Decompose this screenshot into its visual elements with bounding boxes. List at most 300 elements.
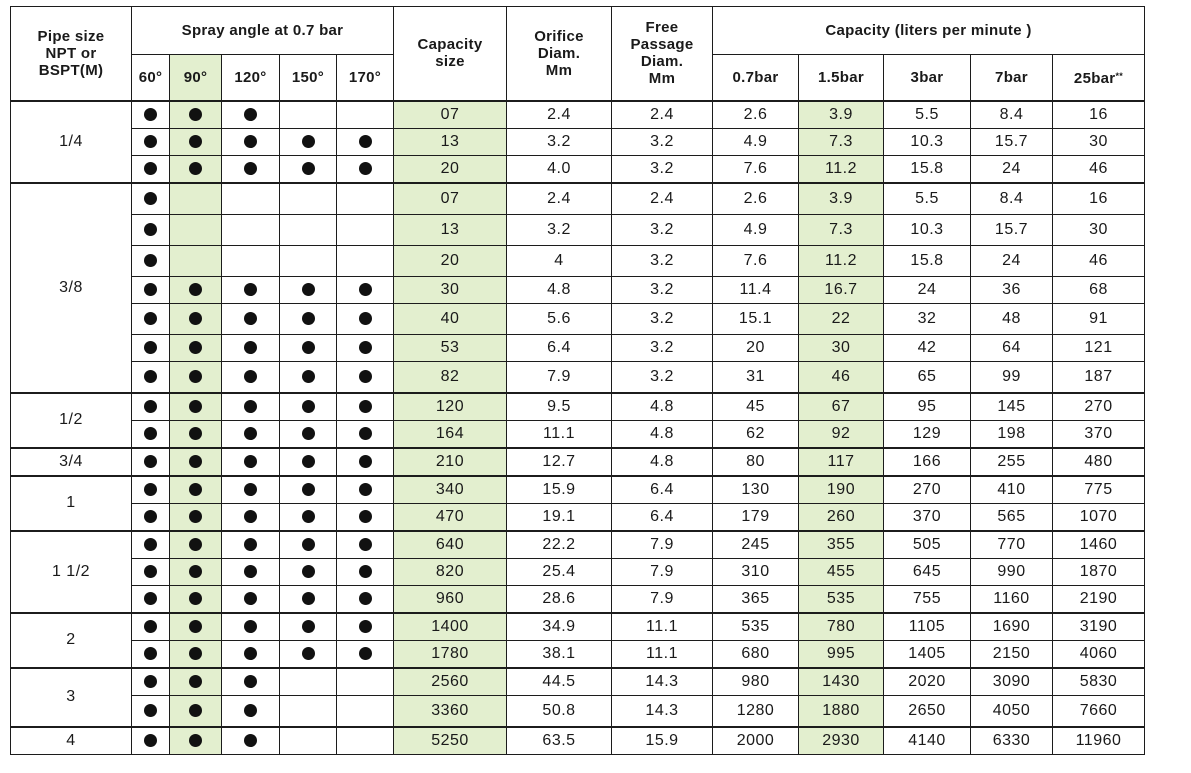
capacity-size-cell: 30 — [394, 276, 507, 303]
orifice-diam-cell: 4.8 — [507, 276, 612, 303]
angle-cell — [280, 155, 337, 183]
availability-dot-icon — [244, 704, 257, 717]
angle-cell — [337, 361, 394, 393]
availability-dot-icon — [359, 162, 372, 175]
capacity-size-cell: 13 — [394, 214, 507, 245]
availability-dot-icon — [244, 108, 257, 121]
orifice-header-line: Orifice — [534, 27, 584, 45]
capacity-size-cell: 120 — [394, 393, 507, 421]
angle-cell — [280, 503, 337, 531]
capacity-flow-cell: 30 — [1053, 214, 1145, 245]
angle-cell — [280, 393, 337, 421]
capacity-size-cell: 960 — [394, 585, 507, 613]
angle-cell — [337, 613, 394, 641]
angle-cell — [337, 276, 394, 303]
angle-cell — [222, 155, 280, 183]
availability-dot-icon — [189, 483, 202, 496]
capacity-flow-cell: 270 — [884, 476, 971, 504]
angle-cell — [170, 128, 222, 155]
free-passage-cell: 14.3 — [612, 668, 713, 696]
capacity-flow-cell: 20 — [713, 334, 799, 361]
angle-cell — [337, 101, 394, 129]
capacity-flow-cell: 455 — [799, 558, 884, 585]
availability-dot-icon — [144, 455, 157, 468]
capacity-flow-cell: 1105 — [884, 613, 971, 641]
availability-dot-icon — [144, 565, 157, 578]
capacity-flow-cell: 4.9 — [713, 128, 799, 155]
angle-cell — [337, 155, 394, 183]
capacity-flow-cell: 1690 — [971, 613, 1053, 641]
capacity-flow-cell: 145 — [971, 393, 1053, 421]
angle-cell — [222, 393, 280, 421]
angle-cell — [222, 476, 280, 504]
orifice-diam-cell: 5.6 — [507, 303, 612, 334]
availability-dot-icon — [189, 108, 202, 121]
availability-dot-icon — [302, 483, 315, 496]
capacity-flow-cell: 45 — [713, 393, 799, 421]
capacity-flow-cell: 130 — [713, 476, 799, 504]
capacity-flow-cell: 645 — [884, 558, 971, 585]
angle-cell — [222, 640, 280, 668]
capacity-size-cell: 470 — [394, 503, 507, 531]
angle-170-header: 170° — [337, 55, 394, 101]
capacity-flow-cell: 680 — [713, 640, 799, 668]
availability-dot-icon — [244, 312, 257, 325]
free-passage-cell: 15.9 — [612, 727, 713, 755]
capacity-flow-cell: 7.6 — [713, 245, 799, 276]
availability-dot-icon — [189, 370, 202, 383]
availability-dot-icon — [189, 400, 202, 413]
pressure-7bar-header: 7bar — [971, 55, 1053, 101]
availability-dot-icon — [144, 647, 157, 660]
capacity-flow-cell: 32 — [884, 303, 971, 334]
angle-cell — [337, 448, 394, 476]
availability-dot-icon — [244, 620, 257, 633]
angle-cell — [337, 183, 394, 215]
orifice-diam-cell: 3.2 — [507, 128, 612, 155]
orifice-diam-cell: 50.8 — [507, 695, 612, 727]
orifice-diam-cell: 63.5 — [507, 727, 612, 755]
capacity-lpm-header: Capacity (liters per minute ) — [713, 7, 1145, 55]
angle-cell — [170, 476, 222, 504]
angle-cell — [280, 613, 337, 641]
free-passage-cell: 3.2 — [612, 276, 713, 303]
capacity-size-cell: 5250 — [394, 727, 507, 755]
free-passage-cell: 11.1 — [612, 640, 713, 668]
availability-dot-icon — [302, 620, 315, 633]
angle-cell — [337, 727, 394, 755]
orifice-diam-cell: 3.2 — [507, 214, 612, 245]
capacity-flow-cell: 775 — [1053, 476, 1145, 504]
angle-cell — [337, 420, 394, 448]
capacity-flow-cell: 1070 — [1053, 503, 1145, 531]
angle-cell — [132, 613, 170, 641]
orifice-header-line: Diam. — [537, 44, 581, 62]
angle-cell — [222, 448, 280, 476]
capacity-flow-cell: 2020 — [884, 668, 971, 696]
angle-cell — [222, 334, 280, 361]
capacity-flow-cell: 22 — [799, 303, 884, 334]
capacity-flow-cell: 370 — [884, 503, 971, 531]
availability-dot-icon — [144, 483, 157, 496]
orifice-diam-cell: 34.9 — [507, 613, 612, 641]
angle-cell — [132, 695, 170, 727]
availability-dot-icon — [144, 192, 157, 205]
angle-cell — [132, 128, 170, 155]
capacity-flow-cell: 780 — [799, 613, 884, 641]
angle-cell — [170, 668, 222, 696]
orifice-header-line: Mm — [545, 61, 573, 79]
availability-dot-icon — [144, 341, 157, 354]
capacity-flow-cell: 2.6 — [713, 183, 799, 215]
capacity-flow-cell: 5830 — [1053, 668, 1145, 696]
availability-dot-icon — [144, 254, 157, 267]
angle-cell — [280, 183, 337, 215]
table-row — [11, 245, 1145, 276]
availability-dot-icon — [244, 427, 257, 440]
capacity-flow-cell: 99 — [971, 361, 1053, 393]
availability-dot-icon — [144, 592, 157, 605]
angle-cell — [280, 420, 337, 448]
capacity-flow-cell: 92 — [799, 420, 884, 448]
availability-dot-icon — [189, 312, 202, 325]
angle-cell — [337, 695, 394, 727]
capacity-flow-cell: 67 — [799, 393, 884, 421]
capacity-size-cell: 640 — [394, 531, 507, 559]
table-row — [11, 668, 1145, 696]
capacity-flow-cell: 30 — [1053, 128, 1145, 155]
angle-cell — [337, 640, 394, 668]
capacity-size-header-line: size — [435, 53, 465, 71]
availability-dot-icon — [302, 312, 315, 325]
free-passage-header-line: Free — [645, 19, 679, 37]
table-row — [11, 613, 1145, 641]
capacity-flow-cell: 15.8 — [884, 245, 971, 276]
capacity-flow-cell: 1870 — [1053, 558, 1145, 585]
availability-dot-icon — [244, 565, 257, 578]
angle-cell — [170, 420, 222, 448]
capacity-flow-cell: 36 — [971, 276, 1053, 303]
availability-dot-icon — [189, 592, 202, 605]
capacity-flow-cell: 62 — [713, 420, 799, 448]
capacity-flow-cell: 535 — [799, 585, 884, 613]
angle-cell — [222, 214, 280, 245]
capacity-flow-cell: 1160 — [971, 585, 1053, 613]
availability-dot-icon — [244, 734, 257, 747]
availability-dot-icon — [144, 675, 157, 688]
capacity-size-cell: 07 — [394, 183, 507, 215]
capacity-flow-cell: 7.3 — [799, 214, 884, 245]
availability-dot-icon — [144, 620, 157, 633]
capacity-size-header-line: Capacity — [417, 36, 483, 54]
availability-dot-icon — [244, 538, 257, 551]
orifice-diam-cell: 19.1 — [507, 503, 612, 531]
pressure-3bar-header: 3bar — [884, 55, 971, 101]
angle-cell — [222, 361, 280, 393]
capacity-flow-cell: 15.1 — [713, 303, 799, 334]
orifice-diam-cell: 7.9 — [507, 361, 612, 393]
angle-cell — [222, 420, 280, 448]
pipe-size-cell: 3/4 — [11, 448, 132, 476]
availability-dot-icon — [189, 283, 202, 296]
availability-dot-icon — [302, 455, 315, 468]
orifice-diam-cell: 12.7 — [507, 448, 612, 476]
angle-cell — [280, 640, 337, 668]
availability-dot-icon — [302, 592, 315, 605]
angle-cell — [337, 668, 394, 696]
availability-dot-icon — [244, 483, 257, 496]
pressure-25bar-header — [1053, 55, 1145, 101]
availability-dot-icon — [244, 162, 257, 175]
free-passage-cell: 14.3 — [612, 695, 713, 727]
capacity-flow-cell: 770 — [971, 531, 1053, 559]
capacity-flow-cell: 410 — [971, 476, 1053, 504]
capacity-flow-cell: 10.3 — [884, 128, 971, 155]
angle-cell — [132, 668, 170, 696]
availability-dot-icon — [144, 734, 157, 747]
availability-dot-icon — [302, 370, 315, 383]
availability-dot-icon — [244, 455, 257, 468]
availability-dot-icon — [189, 162, 202, 175]
capacity-flow-cell: 2930 — [799, 727, 884, 755]
orifice-diam-cell: 44.5 — [507, 668, 612, 696]
angle-cell — [280, 303, 337, 334]
availability-dot-icon — [144, 162, 157, 175]
angle-cell — [222, 503, 280, 531]
table-row — [11, 334, 1145, 361]
capacity-size-cell: 3360 — [394, 695, 507, 727]
pipe-size-cell: 3 — [11, 668, 132, 727]
capacity-flow-cell: 95 — [884, 393, 971, 421]
capacity-flow-cell: 11.4 — [713, 276, 799, 303]
angle-cell — [222, 727, 280, 755]
capacity-flow-cell: 4060 — [1053, 640, 1145, 668]
pipe-size-cell: 3/8 — [11, 183, 132, 393]
capacity-size-cell: 820 — [394, 558, 507, 585]
capacity-flow-cell: 755 — [884, 585, 971, 613]
capacity-flow-cell: 310 — [713, 558, 799, 585]
angle-cell — [132, 640, 170, 668]
angle-cell — [170, 214, 222, 245]
pressure-note-mark: ** — [1115, 70, 1124, 81]
availability-dot-icon — [144, 370, 157, 383]
pipe-size-cell: 1/4 — [11, 101, 132, 183]
free-passage-header — [612, 7, 713, 101]
angle-cell — [132, 585, 170, 613]
free-passage-cell: 2.4 — [612, 183, 713, 215]
angle-cell — [132, 361, 170, 393]
availability-dot-icon — [359, 400, 372, 413]
angle-cell — [132, 155, 170, 183]
availability-dot-icon — [359, 565, 372, 578]
capacity-flow-cell: 3190 — [1053, 613, 1145, 641]
availability-dot-icon — [359, 510, 372, 523]
table-row — [11, 183, 1145, 215]
angle-cell — [222, 245, 280, 276]
capacity-size-cell: 20 — [394, 245, 507, 276]
capacity-flow-cell: 1430 — [799, 668, 884, 696]
capacity-flow-cell: 355 — [799, 531, 884, 559]
orifice-diam-cell: 6.4 — [507, 334, 612, 361]
angle-cell — [132, 727, 170, 755]
availability-dot-icon — [144, 223, 157, 236]
angle-cell — [222, 613, 280, 641]
capacity-flow-cell: 16.7 — [799, 276, 884, 303]
angle-cell — [170, 531, 222, 559]
angle-cell — [337, 393, 394, 421]
capacity-flow-cell: 7.6 — [713, 155, 799, 183]
capacity-flow-cell: 480 — [1053, 448, 1145, 476]
availability-dot-icon — [244, 675, 257, 688]
orifice-diam-cell: 11.1 — [507, 420, 612, 448]
availability-dot-icon — [144, 704, 157, 717]
angle-cell — [280, 695, 337, 727]
nozzle-capacity-table — [10, 6, 1145, 755]
table-row — [11, 393, 1145, 421]
pressure-25bar-label: 25bar — [1073, 69, 1116, 87]
table-row — [11, 503, 1145, 531]
table-row — [11, 361, 1145, 393]
capacity-flow-cell: 2150 — [971, 640, 1053, 668]
angle-cell — [170, 727, 222, 755]
availability-dot-icon — [144, 510, 157, 523]
capacity-flow-cell: 2.6 — [713, 101, 799, 129]
angle-60-header: 60° — [132, 55, 170, 101]
capacity-flow-cell: 24 — [971, 155, 1053, 183]
availability-dot-icon — [144, 283, 157, 296]
availability-dot-icon — [244, 510, 257, 523]
pipe-size-cell: 1 — [11, 476, 132, 531]
angle-cell — [222, 695, 280, 727]
capacity-flow-cell: 11960 — [1053, 727, 1145, 755]
orifice-diam-cell: 4 — [507, 245, 612, 276]
angle-cell — [280, 531, 337, 559]
availability-dot-icon — [359, 427, 372, 440]
spray-angle-header: Spray angle at 0.7 bar — [132, 7, 394, 55]
availability-dot-icon — [189, 341, 202, 354]
capacity-flow-cell: 2650 — [884, 695, 971, 727]
availability-dot-icon — [359, 312, 372, 325]
capacity-flow-cell: 46 — [1053, 155, 1145, 183]
angle-150-header: 150° — [280, 55, 337, 101]
pipe-size-header-line: BSPT(M) — [38, 61, 104, 79]
angle-cell — [222, 531, 280, 559]
capacity-flow-cell: 15.7 — [971, 128, 1053, 155]
angle-cell — [170, 448, 222, 476]
angle-cell — [222, 276, 280, 303]
availability-dot-icon — [244, 647, 257, 660]
availability-dot-icon — [144, 312, 157, 325]
pipe-size-header-line: Pipe size — [37, 27, 105, 45]
capacity-size-cell: 164 — [394, 420, 507, 448]
pipe-size-cell: 1/2 — [11, 393, 132, 448]
availability-dot-icon — [359, 483, 372, 496]
capacity-flow-cell: 1880 — [799, 695, 884, 727]
capacity-flow-cell: 187 — [1053, 361, 1145, 393]
pipe-size-cell: 4 — [11, 727, 132, 755]
availability-dot-icon — [302, 283, 315, 296]
table-row — [11, 585, 1145, 613]
free-passage-cell: 7.9 — [612, 558, 713, 585]
angle-cell — [170, 640, 222, 668]
capacity-flow-cell: 370 — [1053, 420, 1145, 448]
table-row — [11, 476, 1145, 504]
angle-cell — [280, 128, 337, 155]
availability-dot-icon — [302, 162, 315, 175]
orifice-diam-cell: 2.4 — [507, 183, 612, 215]
capacity-flow-cell: 129 — [884, 420, 971, 448]
capacity-flow-cell: 6330 — [971, 727, 1053, 755]
capacity-flow-cell: 4140 — [884, 727, 971, 755]
availability-dot-icon — [189, 647, 202, 660]
availability-dot-icon — [359, 370, 372, 383]
availability-dot-icon — [189, 510, 202, 523]
free-passage-cell: 6.4 — [612, 476, 713, 504]
capacity-flow-cell: 535 — [713, 613, 799, 641]
angle-cell — [280, 334, 337, 361]
angle-cell — [280, 448, 337, 476]
angle-cell — [132, 420, 170, 448]
orifice-diam-cell: 22.2 — [507, 531, 612, 559]
orifice-diam-cell: 9.5 — [507, 393, 612, 421]
capacity-flow-cell: 80 — [713, 448, 799, 476]
table-body — [11, 101, 1145, 755]
angle-cell — [170, 361, 222, 393]
table-row — [11, 420, 1145, 448]
angle-cell — [280, 668, 337, 696]
angle-cell — [337, 585, 394, 613]
capacity-flow-cell: 11.2 — [799, 155, 884, 183]
availability-dot-icon — [244, 135, 257, 148]
free-passage-cell: 3.2 — [612, 245, 713, 276]
capacity-flow-cell: 245 — [713, 531, 799, 559]
table-row — [11, 531, 1145, 559]
capacity-size-cell: 40 — [394, 303, 507, 334]
angle-cell — [337, 245, 394, 276]
table-row — [11, 448, 1145, 476]
availability-dot-icon — [359, 135, 372, 148]
table-row — [11, 101, 1145, 129]
orifice-diam-cell: 4.0 — [507, 155, 612, 183]
orifice-diam-cell: 38.1 — [507, 640, 612, 668]
angle-cell — [170, 503, 222, 531]
angle-cell — [280, 214, 337, 245]
angle-cell — [222, 128, 280, 155]
capacity-size-cell: 210 — [394, 448, 507, 476]
free-passage-cell: 3.2 — [612, 334, 713, 361]
availability-dot-icon — [359, 647, 372, 660]
angle-cell — [170, 695, 222, 727]
availability-dot-icon — [189, 135, 202, 148]
capacity-flow-cell: 117 — [799, 448, 884, 476]
free-passage-cell: 6.4 — [612, 503, 713, 531]
capacity-size-cell: 07 — [394, 101, 507, 129]
capacity-size-cell: 1400 — [394, 613, 507, 641]
angle-cell — [280, 245, 337, 276]
angle-cell — [280, 276, 337, 303]
capacity-flow-cell: 365 — [713, 585, 799, 613]
angle-cell — [170, 101, 222, 129]
capacity-flow-cell: 121 — [1053, 334, 1145, 361]
pipe-size-cell: 2 — [11, 613, 132, 668]
capacity-flow-cell: 255 — [971, 448, 1053, 476]
capacity-flow-cell: 4050 — [971, 695, 1053, 727]
table-row — [11, 128, 1145, 155]
capacity-flow-cell: 24 — [971, 245, 1053, 276]
table-row — [11, 695, 1145, 727]
capacity-flow-cell: 4.9 — [713, 214, 799, 245]
capacity-flow-cell: 68 — [1053, 276, 1145, 303]
